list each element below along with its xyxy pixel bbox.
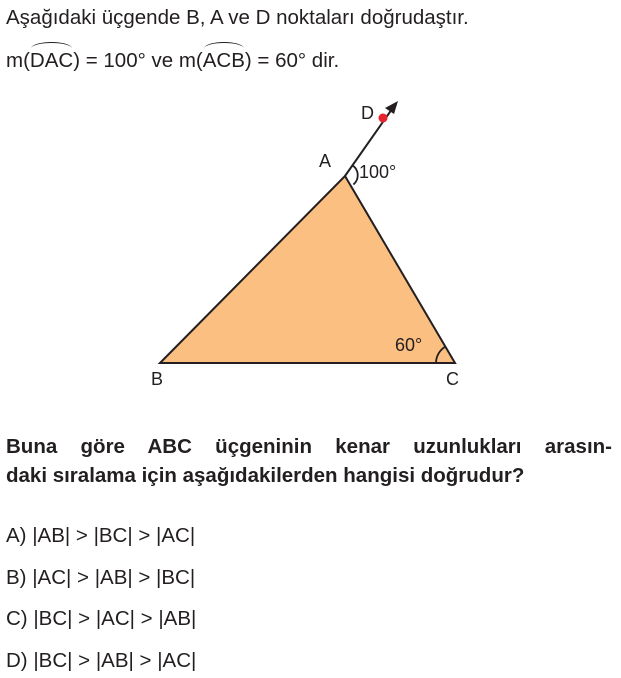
angle-acb-arc-notation: ACB (202, 49, 245, 72)
option-text: |BC| > |AC| > |AB| (33, 607, 197, 630)
angle-c-label: 60° (395, 335, 423, 355)
arrowhead-icon (385, 101, 398, 114)
question-text (6, 432, 612, 490)
option-a[interactable] (6, 524, 195, 548)
condition-m1-prefix: m( (6, 49, 30, 72)
option-letter: D) (6, 649, 28, 672)
option-b[interactable] (6, 566, 195, 590)
option-d[interactable] (6, 649, 196, 673)
label-c: C (446, 369, 459, 389)
option-text: |AC| > |AB| > |BC| (32, 566, 196, 589)
option-text: |AB| > |BC| > |AC| (32, 524, 196, 547)
angle-a-label: 100° (359, 162, 397, 182)
question-line-1: Buna göre ABC üçgeninin kenar uzunlukları arasın- (6, 435, 612, 458)
label-b: B (151, 369, 164, 389)
point-d-marker (379, 114, 388, 123)
label-d: D (361, 103, 374, 123)
angle-arc-a (353, 166, 358, 185)
option-text: |BC| > |AB| > |AC| (33, 649, 197, 672)
condition-m2-suffix: ) = 60° dir. (244, 49, 340, 72)
option-c[interactable] (6, 607, 196, 631)
angle-dac-arc-notation: DAC (29, 49, 74, 72)
label-a: A (319, 151, 332, 171)
question-line-2: daki sıralama için aşağıdakilerden hangisi doğrudur? (6, 464, 525, 487)
problem-intro: Aşağıdaki üçgende B, A ve D noktaları doğrudaştır. (6, 6, 469, 29)
option-letter: B) (6, 566, 27, 589)
option-letter: C) (6, 607, 28, 630)
option-letter: A) (6, 524, 27, 547)
condition-m1-suffix: ) = 100° ve m( (73, 49, 203, 72)
